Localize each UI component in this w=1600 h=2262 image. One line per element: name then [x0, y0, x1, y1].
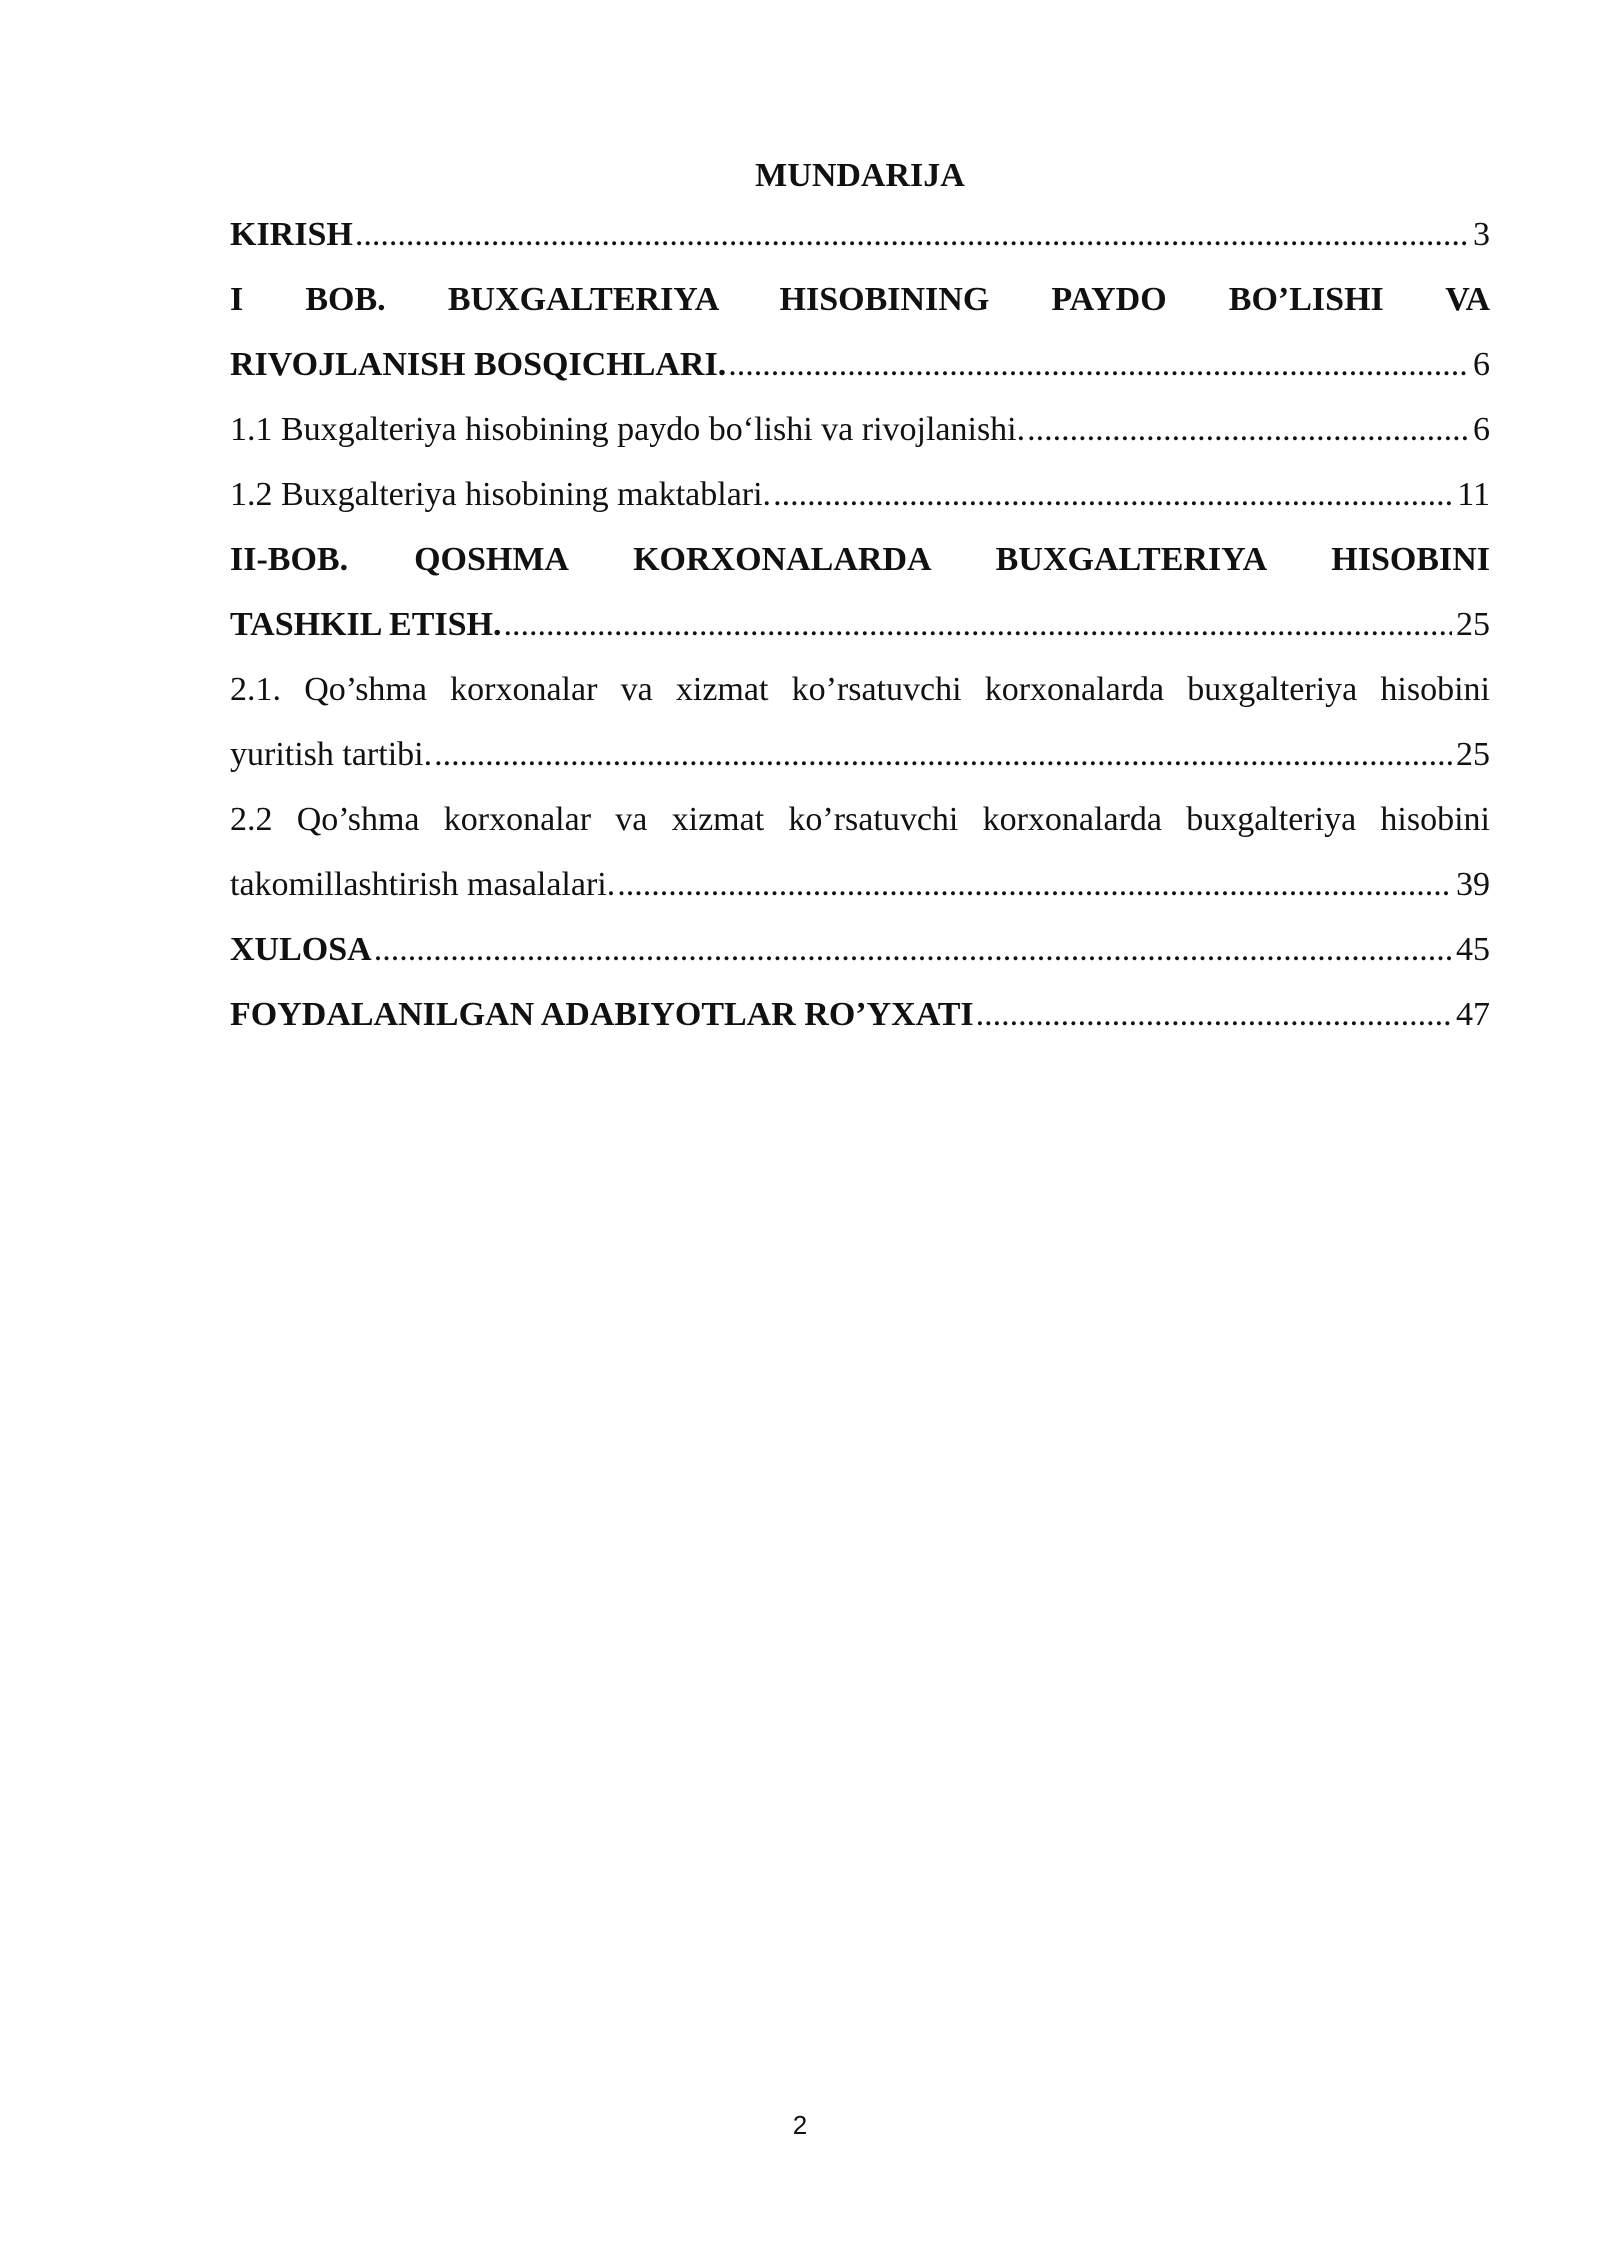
dot-leader	[1027, 397, 1469, 462]
toc-entry-page: 6	[1473, 411, 1490, 448]
toc-entry[interactable]	[230, 982, 1490, 1047]
toc-entry[interactable]	[230, 267, 1490, 397]
toc-entry-page: 45	[1456, 931, 1490, 968]
toc-entry-last-line	[230, 332, 1490, 397]
toc-entry-text: 1.1 Buxgalteriya hisobining paydo bo‘lishi va rivojlanishi.	[230, 411, 1026, 448]
toc-entry-text: RIVOJLANISH BOSQICHLARI.	[230, 346, 727, 383]
toc-entry-text: XULOSA	[230, 931, 372, 968]
dot-leader	[617, 852, 1452, 917]
toc-entry-page: 47	[1456, 996, 1490, 1033]
dot-leader	[504, 592, 1453, 657]
toc-entry-page: 25	[1456, 736, 1490, 773]
toc-entries	[230, 202, 1490, 1047]
dot-leader	[355, 202, 1469, 267]
dot-leader	[728, 332, 1469, 397]
toc-entry-page: 3	[1473, 216, 1490, 253]
toc-entry-line: I BOB. BUXGALTERIYA HISOBINING PAYDO BO’LISHI VA	[230, 281, 1490, 318]
toc-entry-line: 2.1. Qo’shma korxonalar va xizmat ko’rsatuvchi korxonalarda buxgalteriya hisobini	[230, 671, 1490, 708]
toc-entry[interactable]	[230, 787, 1490, 917]
toc-entry[interactable]	[230, 202, 1490, 267]
toc-entry[interactable]	[230, 527, 1490, 657]
toc-entry[interactable]	[230, 397, 1490, 462]
toc-entry-text: yuritish tartibi.	[230, 736, 433, 773]
dot-leader	[434, 722, 1452, 787]
toc-entry-page: 39	[1456, 866, 1490, 903]
toc-entry[interactable]	[230, 462, 1490, 527]
toc-entry-line: 2.2 Qo’shma korxonalar va xizmat ko’rsatuvchi korxonalarda buxgalteriya hisobini	[230, 801, 1490, 838]
toc-entry-last-line	[230, 397, 1490, 462]
toc-entry-page: 6	[1473, 346, 1490, 383]
toc-entry-line: II-BOB. QOSHMA KORXONALARDA BUXGALTERIYA HISOBINI	[230, 541, 1490, 578]
toc-entry-text: FOYDALANILGAN ADABIYOTLAR RO’YXATI	[230, 996, 974, 1033]
toc-entry-text: takomillashtirish masalalari.	[230, 866, 616, 903]
toc-entry-last-line	[230, 852, 1490, 917]
toc-entry[interactable]	[230, 917, 1490, 982]
page-number: 2	[792, 2110, 808, 2140]
dot-leader	[773, 462, 1453, 527]
toc-entry-text: 1.2 Buxgalteriya hisobining maktablari.	[230, 476, 772, 513]
toc-title: MUNDARIJA	[755, 157, 965, 194]
dot-leader	[976, 982, 1452, 1047]
dot-leader	[374, 917, 1452, 982]
toc-entry-page: 25	[1456, 606, 1490, 643]
toc-entry-text: KIRISH	[230, 216, 353, 253]
toc-entry-last-line	[230, 462, 1490, 527]
toc-entry-last-line	[230, 722, 1490, 787]
table-of-contents	[230, 150, 1490, 1047]
toc-entry-last-line	[230, 202, 1490, 267]
toc-entry-last-line	[230, 917, 1490, 982]
toc-entry[interactable]	[230, 657, 1490, 787]
toc-entry-last-line	[230, 592, 1490, 657]
toc-entry-last-line	[230, 982, 1490, 1047]
toc-entry-text: TASHKIL ETISH.	[230, 606, 502, 643]
toc-entry-page: 11	[1457, 476, 1490, 513]
